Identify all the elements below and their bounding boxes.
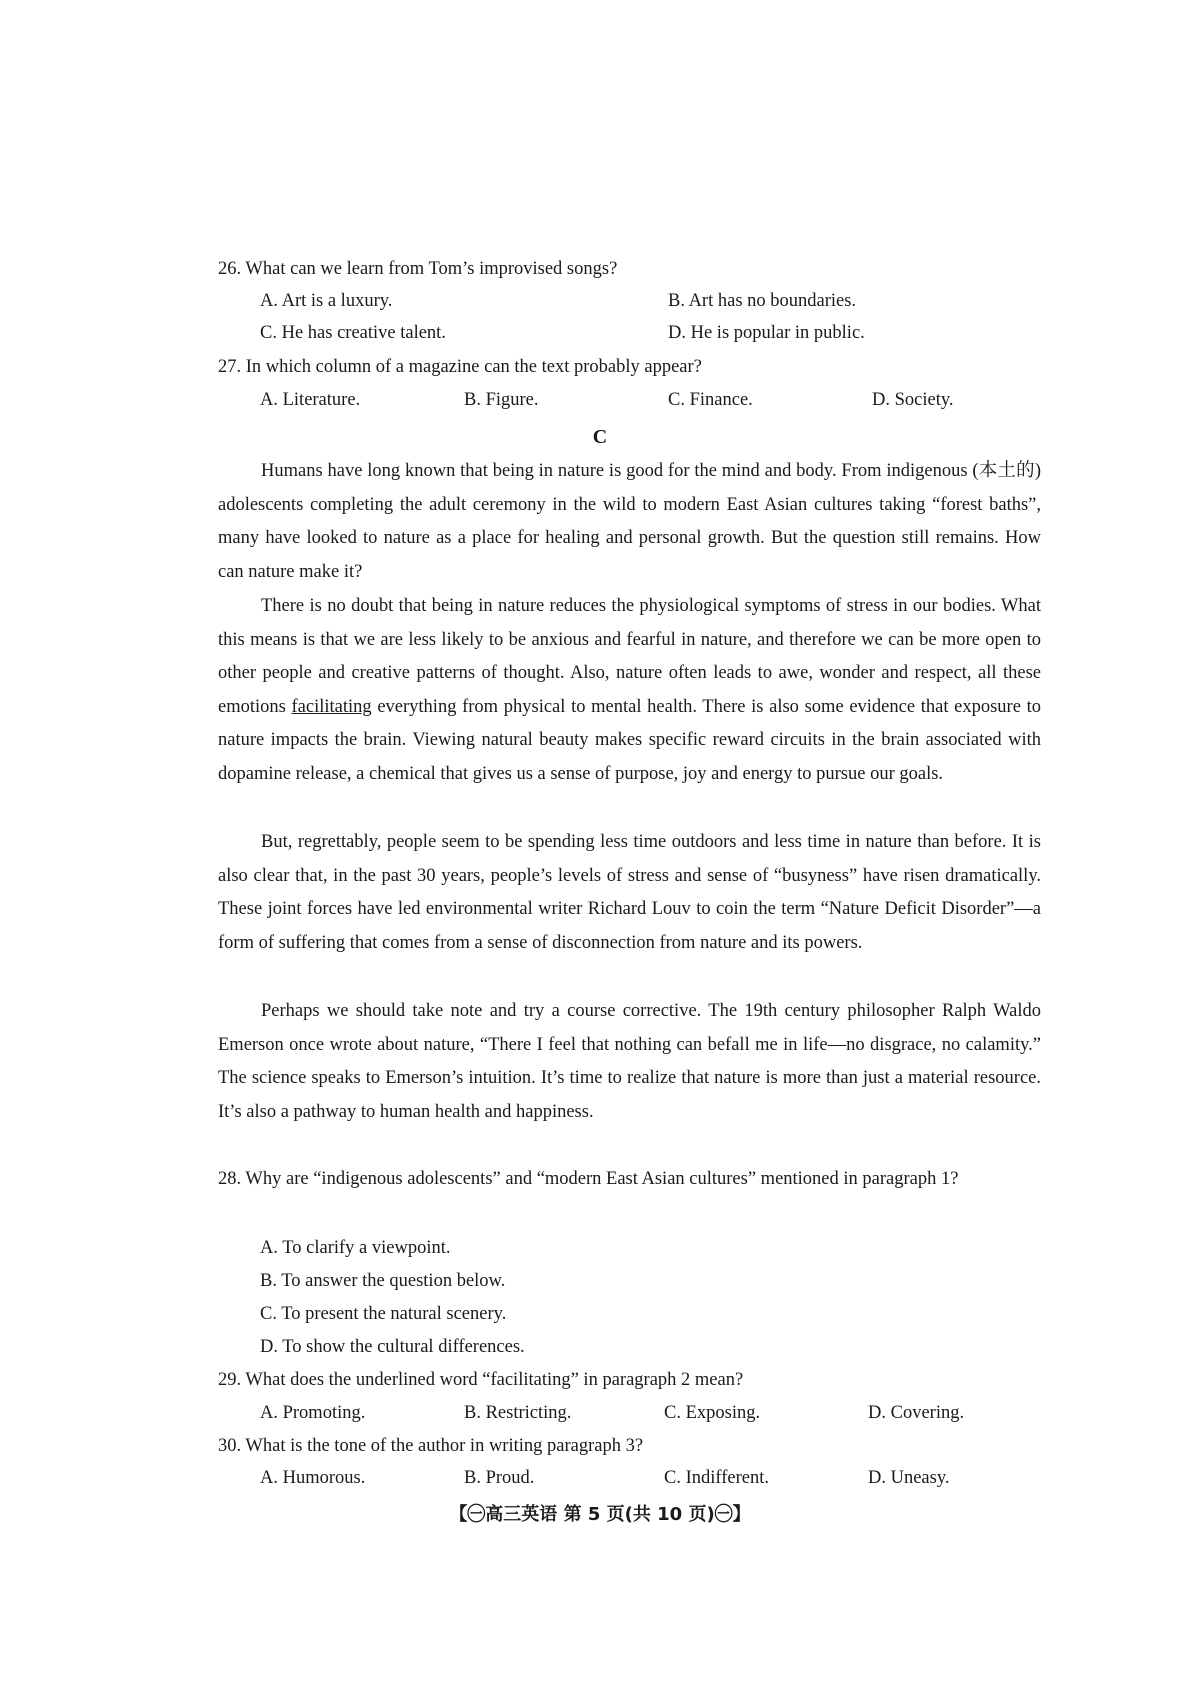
q27-option-c: C. Finance. bbox=[668, 390, 753, 410]
q28-option-c: C. To present the natural scenery. bbox=[260, 1304, 507, 1324]
q28-option-b: B. To answer the question below. bbox=[260, 1271, 506, 1291]
paragraph-2-text-start: There is no doubt that being in nature reduces the physiological symptoms of stress in our bodies. What this means is that we are less likely to be anxious and fearful in nature, and therefore we can be more open to other people and creative patterns of thought. Also, nature often leads to awe, wonder and respect, all these emotions bbox=[218, 596, 1041, 717]
q27-option-b: B. Figure. bbox=[464, 390, 539, 410]
q28-option-a: A. To clarify a viewpoint. bbox=[260, 1238, 451, 1258]
q26-option-b: B. Art has no boundaries. bbox=[668, 291, 857, 311]
q29-option-d: D. Covering. bbox=[868, 1403, 965, 1423]
question-27 bbox=[218, 352, 1048, 382]
question-30 bbox=[218, 1431, 1048, 1461]
question-29 bbox=[218, 1365, 1048, 1395]
question-28 bbox=[218, 1163, 1041, 1197]
passage-paragraph-3: But, regrettably, people seem to be spending less time outdoors and less time in nature than before. It is also clear that, in the past 30 years, people’s levels of stress and sense of “busyness” have risen dramatically. These joint forces have led environmental writer Richard Louv to coin the term “Nature Deficit Disorder”—a form of suffering that comes from a sense of disconnection from nature and its powers. bbox=[218, 832, 1041, 953]
q29-option-c: C. Exposing. bbox=[664, 1403, 761, 1423]
question-26 bbox=[218, 254, 1048, 284]
paragraph-2-text-end: everything from physical to mental health. There is also some evidence that exposure to nature impacts the brain. Viewing natural beauty makes specific reward circuits in the brain associated with dopamine release, a chemical that gives us a sense of purpose, joy and energy to pursue our goals. bbox=[218, 696, 1041, 784]
underlined-word: facilitating bbox=[291, 696, 372, 717]
q30-option-d: D. Uneasy. bbox=[868, 1468, 950, 1488]
question-text: What can we learn from Tom’s improvised songs? bbox=[245, 259, 618, 279]
q26-option-c: C. He has creative talent. bbox=[260, 323, 446, 343]
question-text: Why are “indigenous adolescents” and “modern East Asian cultures” mentioned in paragraph 1? bbox=[245, 1169, 959, 1189]
q26-option-a: A. Art is a luxury. bbox=[260, 291, 393, 311]
q27-option-a: A. Literature. bbox=[260, 390, 361, 410]
q30-option-c: C. Indifferent. bbox=[664, 1468, 769, 1488]
page-footer: 【㊀高三英语 第 5 页(共 10 页)㊀】 bbox=[449, 1504, 751, 1525]
question-text: What does the underlined word “facilitating” in paragraph 2 mean? bbox=[245, 1370, 744, 1390]
passage-paragraph-1: Humans have long known that being in nature is good for the mind and body. From indigenous (本土的) adolescents completing the adult ceremony in the wild to modern East Asian cultures taking “forest baths”, many have looked to nature as a place for healing and personal growth. But the question still remains. How can nature make it? bbox=[218, 461, 1041, 582]
q30-option-b: B. Proud. bbox=[464, 1468, 535, 1488]
question-number: 28. bbox=[218, 1169, 242, 1189]
q29-option-a: A. Promoting. bbox=[260, 1403, 366, 1423]
question-number: 26. bbox=[218, 259, 242, 279]
question-number: 29. bbox=[218, 1370, 242, 1390]
q26-option-d: D. He is popular in public. bbox=[668, 323, 865, 343]
passage-paragraph-4: Perhaps we should take note and try a course corrective. The 19th century philosopher Ralph Waldo Emerson once wrote about nature, “There I feel that nothing can befall me in life—no disgrace, no calamity.” The science speaks to Emerson’s intuition. It’s time to realize that nature is more than just a material resource. It’s also a pathway to human health and happiness. bbox=[218, 1001, 1041, 1122]
q29-option-b: B. Restricting. bbox=[464, 1403, 572, 1423]
q28-option-d: D. To show the cultural differences. bbox=[260, 1337, 525, 1357]
q30-option-a: A. Humorous. bbox=[260, 1468, 366, 1488]
q27-option-d: D. Society. bbox=[872, 390, 954, 410]
question-text: In which column of a magazine can the text probably appear? bbox=[245, 357, 702, 377]
question-text: What is the tone of the author in writing paragraph 3? bbox=[245, 1436, 644, 1456]
question-number: 30. bbox=[218, 1436, 242, 1456]
section-title: C bbox=[592, 426, 608, 448]
passage-paragraph-2 bbox=[218, 590, 1041, 791]
question-number: 27. bbox=[218, 357, 242, 377]
